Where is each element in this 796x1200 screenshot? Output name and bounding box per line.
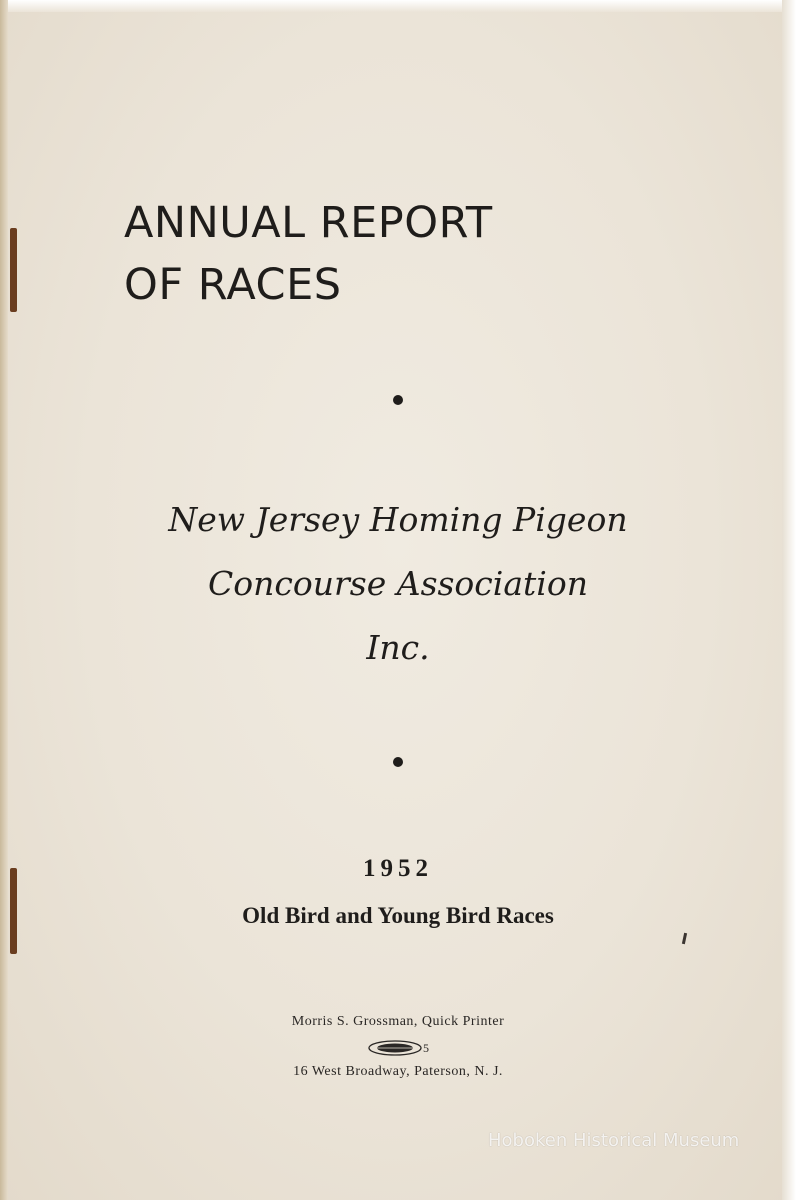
report-subtitle: Old Bird and Young Bird Races <box>242 903 554 928</box>
organization-name-line-1: New Jersey Homing Pigeon <box>168 500 628 539</box>
organization-name <box>0 488 796 680</box>
report-title-line-1: ANNUAL REPORT <box>124 198 493 248</box>
report-year: 1952 <box>363 855 433 882</box>
printer-address: 16 West Broadway, Paterson, N. J. <box>293 1064 503 1079</box>
union-label-mark <box>368 1039 432 1057</box>
ornament-dot-upper <box>393 395 403 405</box>
report-title-line-2: OF RACES <box>124 260 342 310</box>
page-top-edge <box>0 0 796 12</box>
organization-name-line-3: Inc. <box>366 628 430 667</box>
paper-speck <box>682 933 687 944</box>
printer-name: Morris S. Grossman, Quick Printer <box>291 1014 505 1029</box>
union-label-number: 5 <box>423 1041 429 1055</box>
union-label-icon <box>368 1039 432 1057</box>
organization-name-line-2: Concourse Association <box>208 564 588 603</box>
museum-watermark: Hoboken Historical Museum <box>488 1130 740 1151</box>
staple-top <box>10 228 17 312</box>
report-title <box>124 192 493 316</box>
ornament-dot-lower <box>393 757 403 767</box>
